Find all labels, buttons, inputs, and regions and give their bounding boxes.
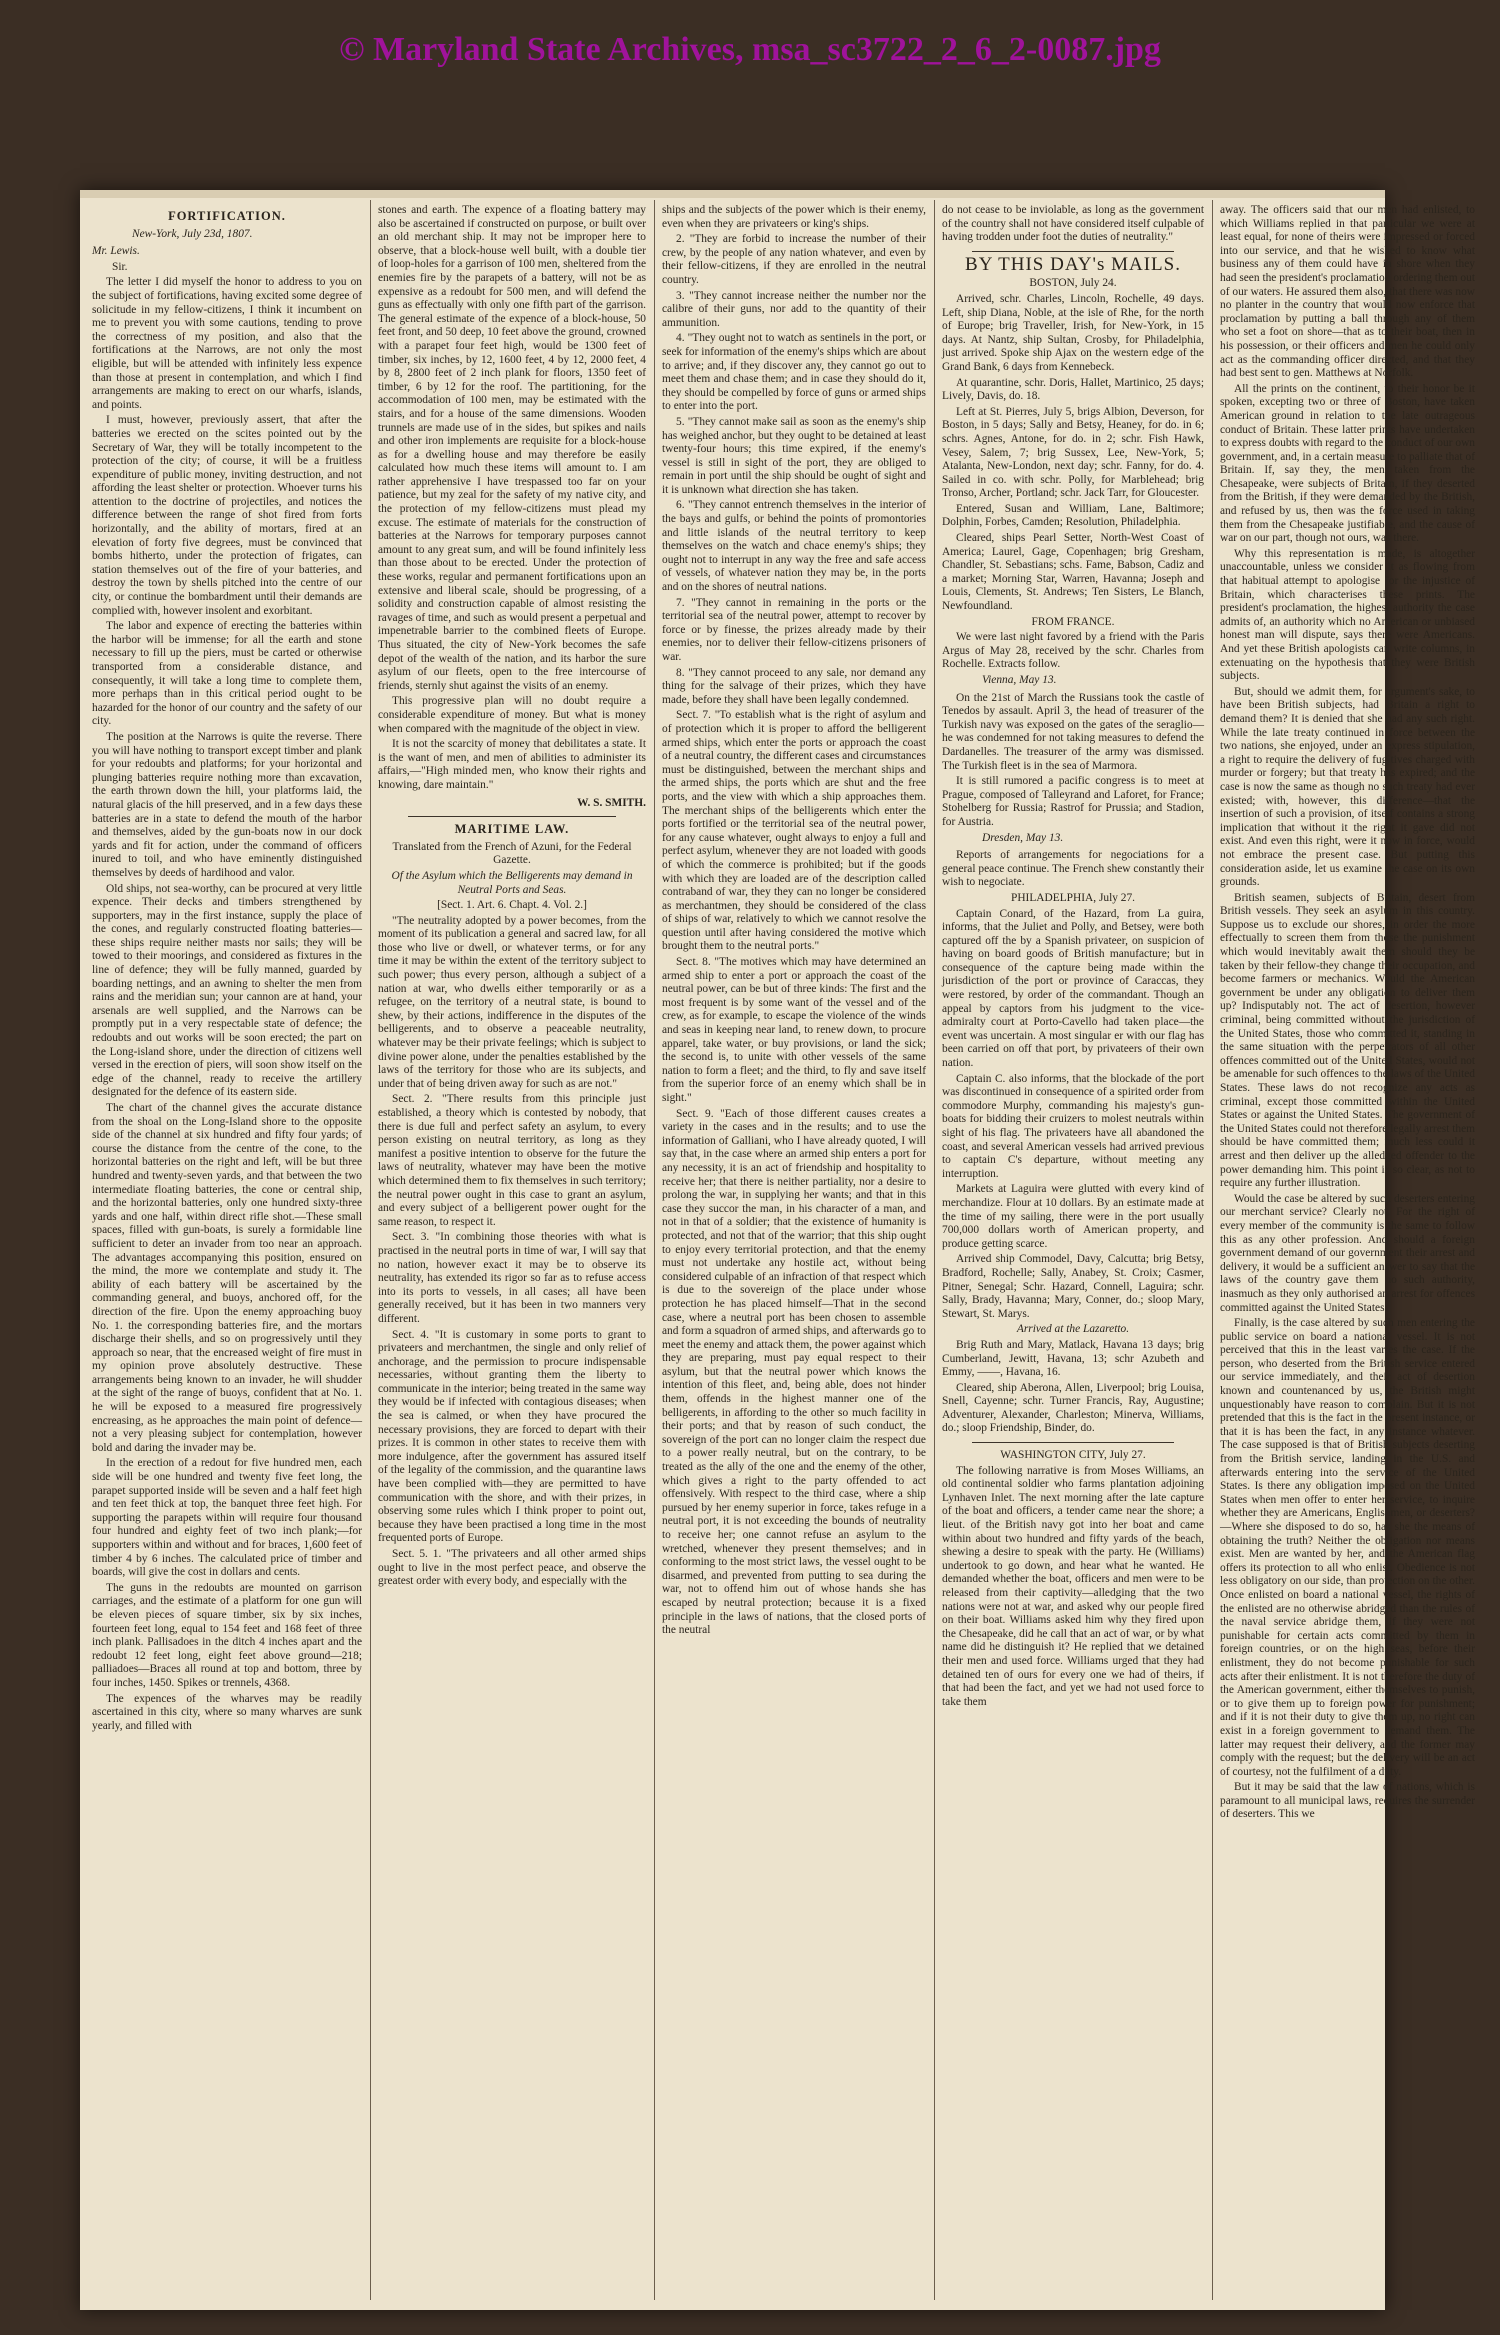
letter-dateline: New-York, July 23d, 1807. <box>132 227 253 240</box>
paragraph: Arrived ship Commodel, Davy, Calcutta; brig Betsy, Bradford, Rochelle; Sally, Anabey, St. Croix; Casmer, Pitner, Senegal; Schr. Hazard, Connell, Laguira; schr. Sally, Brady, Havanna; Mary, Conner, do.; sloop Mary, Stewart, St. Marys. <box>942 1253 1204 1320</box>
paragraph: Finally, is the case altered by such men entering the public service on board a national vessel. It is not perceived that this in the least varies the case. If the person, who deserted from the British service entered our service immediately, and their act of desertion known and countenanced by us, the British might unquestionably have reason to complain. But it is not pretended that this is the fact in the present instance, or that it is has been the fact, in any instance whatever. The case supposed is that of British subjects deserting from the British service, landing in the U.S. and afterwards entering into the service of the United States. Is there any obligation imposed on the United States when men offer to enter her service, to inquire whether they are Americans, Englishmen, or deserters?—Where she disposed to do so, has she the means of obtaining the truth? Neither the obligation nor means exist. Men are wanted by her, and the American flag offers its protection to all who enlist. Obedience is not less obligatory on our side, than protection on the other. Once enlisted on board a national vessel, the rights of the enlisted are no otherwise abridged than the rules of the naval service abridge them, if they were not punishable for certain acts committed by them in foreign countries, or on the high seas, before their enlistment, they do not become punishable for such acts after their enlistment. It is not therefore the duty of the American government, either themselves to punish, or to give them up to foreign power for punishment; and if it is not their duty to give them up, no right can exist in a foreign government to demand them. The latter may request their delivery, and the former may comply with the request; but the delivery will be an act of courtesy, not the fulfilment of a duty. <box>1220 1317 1475 1778</box>
boston-heading: BOSTON, July 24. <box>1029 277 1117 290</box>
paragraph: 5. "They cannot make sail as soon as the enemy's ship has weighed anchor, but they ought to be detained at least twenty-four hours; this time expired, if the enemy's vessel is still in sight of the port, they are obliged to remain in port until the ship should be ought of sight and it is unknown what direction she has taken. <box>662 415 926 496</box>
philadelphia-heading: PHILADELPHIA, July 27. <box>1010 891 1136 904</box>
column-5 <box>1220 204 1475 2294</box>
paragraph: Why this representation is made, is altogether unaccountable, unless we consider it as flowing from that habitual attempt to apologise for the injustice of Britain, which characterises these prints. The president's proclamation, the highest authority the case admits of, an authority which no American or unbiased honest man will dispute, says there were Americans. And yet these British apologists can write columns, in extenuating on the hypothesis that they were British subjects. <box>1220 547 1475 683</box>
paragraph: "The neutrality adopted by a power becomes, from the moment of its publication a general and sacred law, for all those who live or dwell, or whatever terms, or for any time it may be within the extent of the territory subject to such power; thus every person, although a subject of a nation at war, who dwells either temporarily or as a refugee, on the territory of a neutral state, is bound to shew, by their actions, indifference in the disputes of the belligerents, and to observe a peaceable neutrality, whatever may be their private feelings; which is subject to divine power alone, under the penalties established by the laws of the territory for those who are its subjects, and under that of being driven away for such as are not." <box>378 914 646 1090</box>
paragraph: stones and earth. The expence of a floating battery may also be ascertained if constructed on purpose, or built over an old merchant ship. It may not be improper here to observe, that a block-house well built, with a double tier of loop-holes for a garrison of 100 men, sheltered from the enemies fire by the parapets of a battery, will not be as expensive as a redoubt for 500 men, and will defend the guns as effectually with only one fifth part of the garrison. The general estimate of the expence of a block-house, 50 feet front, and 50 deep, 10 feet above the ground, crowned with a parapet four feet high, would be 1300 feet of timber, six inches, by 12, 1600 feet, 4 by 12, 2000 feet, 4 by 8, 2800 feet of 2 inch plank for floors, 1350 feet of timber, 6 by 12 for the roof. The partitioning, for the accommodation of 100 men, may be estimated with the stairs, and for a house of the same dimensions. Wooden trunnels are made use of in the sides, but spikes and nails and other iron implements are requisite for a block-house as for a dwelling house and may therefore be easily calculated how much these items will amount to. I am rather apprehensive I have trespassed too far on your patience, but my zeal for the safety of my native city, and the protection of my fellow-citizens must plead my excuse. The estimate of materials for the construction of batteries at the Narrows for temporary purposes cannot amount to any great sum, and will be found infinitely less than those about to be erected. Under the protection of these works, regular and permanent fortifications upon an extensive and liberal scale, should be progressing, of a solidity and construction capable of almost resisting the ravages of time, and such as would present a perpetual and impenetrable barrier to the combined fleets of Europe. Thus situated, the city of New-York becomes the safe depot of the wealth of the nation, and its harbor the sure asylum of our fleets, open to the free intercourse of friends, sternly shut against the visits of an enemy. <box>378 204 646 692</box>
paragraph: Markets at Laguira were glutted with every kind of merchandize. Flour at 10 dollars. By an estimate made at the time of my sailing, there were in the port usually 700,000 dollars worth of American property, and produce getting scarce. <box>942 1183 1204 1250</box>
divider <box>408 816 616 817</box>
paragraph: Sect. 5. 1. "The privateers and all other armed ships ought to live in the most perfect peace, and observe the greatest order with every body, and especially with the <box>378 1548 646 1588</box>
paragraph: Sect. 3. "In combining those theories with what is practised in the neutral ports in time of war, I will say that no nation, however exact it may be to observe its neutrality, has extended its rigor so far as to refuse access into its ports to vessels, in all cases; all have been generally received, but it has been in two manners very different. <box>378 1231 646 1325</box>
maritime-law-heading: MARITIME LAW. <box>454 822 570 837</box>
paragraph: British seamen, subjects of Britain, desert from British vessels. They seek an asylum in this country. Suppose us to exclude our shores, in order the more effectually to screen them from those the punishment which would inevitably await them should they be taken by their fellow-they change their occupation, and become farmers or mechanics. Would the American government be under any obligation to deliver them up? Indisputably not. The act of desertion, however criminal, being committed without the jurisdiction of the United States, those who committed it, standing in the same situation with the perpetrators of all other offences committed out of the United States, would not be amenable for such offences to the laws of the United States. These laws do not recognize any acts as criminal, except those committed within the United States or against the United States. The government of the United States could not therefore legally arrest them should be have committed them; much less could it arrest and then deliver up the alledged offender to the power demanding him. This point is so clear, as not to require any further illustration. <box>1220 891 1475 1190</box>
paragraph: This progressive plan will no doubt require a considerable expenditure of money. But what is money when compared with the magnitude of the object in view. <box>378 695 646 735</box>
paragraph: 6. "They cannot entrench themselves in the interior of the bays and gulfs, or behind the points of promontories and little islands of the neutral territory to keep themselves on the watch and chace enemy's ships; they ought not to interrupt in any way the free and safe access of vessels, of whatever nation they may be, in the ports and on the shores of neutral nations. <box>662 499 926 594</box>
column-rule <box>1212 200 1213 2300</box>
paragraph: do not cease to be inviolable, as long as the government of the country shall not have considered itself culpable of having trodden under foot the duties of neutrality." <box>942 204 1204 244</box>
divider <box>972 1442 1174 1443</box>
mails-heading: BY THIS DAY's MAILS. <box>965 253 1181 275</box>
dresden-dateline: Dresden, May 13. <box>982 831 1064 844</box>
washington-heading: WASHINGTON CITY, July 27. <box>1000 1449 1146 1462</box>
paragraph: Reports of arrangements for negociations for a general peace continue. The French shew constantly their wish to negociate. <box>942 849 1204 889</box>
paragraph: Brig Ruth and Mary, Matlack, Havana 13 days; brig Cumberland, Jewitt, Havana, 13; schr Azubeth and Emmy, ——, Havana, 16. <box>942 1338 1204 1379</box>
paragraph: Arrived, schr. Charles, Lincoln, Rochelle, 49 days. Left, ship Diana, Noble, at the isle of Rhe, for the north of Europe; brig Traveller, Irish, for New-York, in 15 days. At Nantz, ship Sultan, Crosby, for Philadelphia, just arrived. Spoke ship Ajax on the western edge of the Grand Bank, 6 days from Kennebeck. <box>942 292 1204 373</box>
paragraph: At quarantine, schr. Doris, Hallet, Martinico, 25 days; Lively, Davis, do. 18. <box>942 376 1204 403</box>
col1-body <box>92 276 362 1733</box>
article-title: Of the Asylum which the Belligerents may demand in Neutral Ports and Seas. <box>391 869 633 896</box>
column-4 <box>942 204 1204 2294</box>
paragraph: Sect. 9. "Each of those different causes creates a variety in the cases and in the results; and to use the information of Galliani, who I have already quoted, I will say that, in the case where an armed ship enters a port for any necessity, it is an act of friendship and hospitality to receive her; that there is neither partiality, nor a desire to prolong the war, in supplying her wants; and that in this case they succor the man, in his character of a man, and not in that of a soldier; that the existence of humanity is protected, and not that of the warrior; that this ship ought to enjoy every territorial protection, and that the enemy must not undertake any hostile act, without being considered culpable of an infraction of that respect which is due to the sovereign of the place under whose protection he has placed himself—That in the second case, where a neutral port has been chosen to assemble and form a squadron of armed ships, and afterwards go to meet the enemy and attack them, the power against which they are preparing, must pay equal respect to their asylum, but that the neutral power which knows the intention of this fleet, and, being able, does not hinder them, offends in the highest manner one of the belligerents, in affording to the other so much facility in their ports; and that by reason of such conduct, the sovereign of the port can no longer claim the respect due to a power really neutral, but on the contrary, to be treated as the ally of the one and the enemy of the other, which gives a right to the party offended to act offensively. With respect to the third case, where a ship pursued by her enemy superior in force, takes refuge in a neutral port, it is not exceeding the bounds of neutrality to receive her; one cannot refuse an asylum to the wretched, whenever they present themselves; and in conforming to the most strict laws, the vessel ought to be disarmed, and prevented from putting to sea during the war, not to offend him out of whose hands she has escaped by neutral protection; because it is a fixed principle in the laws of nations, that the closed ports of the neutral <box>662 1107 926 1637</box>
paragraph: Sect. 7. "To establish what is the right of asylum and of protection which it is proper to afford the belligerent armed ships, which enter the ports or approach the coast of a neutral country, the different cases and circumstances must be distinguished, between the merchant ships and the armed ships, the ports which are shut and the free ports, and the view with which a ship approaches them. The merchant ships of the belligerents which enter the ports fortified or the territorial sea of the neutral power, for any cause whatever, ought always to enjoy a full and perfect asylum, whenever they are not loaded with goods of which the commerce is prohibited; but if the goods with which they are loaded are of the description called contraband of war, they they can no longer be considered as merchantmen, they should be considered of the class of ships of war, relatively to which we cannot resolve the question until after having considered the motive which brought them to the neutral ports." <box>662 709 926 953</box>
paragraph: Sect. 8. "The motives which may have determined an armed ship to enter a port or approach the coast of the neutral power, can be but of three kinds: The first and the most frequent is by some want of the vessel and of the crew, as for example, to escape the violence of the winds and seas in keeping near land, to renew down, to procure apparel, take water, or buy provisions, or land the sick; the second is, to unite with other vessels of the same nation to form a fleet; and the third, to fly and save itself from the superior force of an enemy which shall be in sight." <box>662 956 926 1104</box>
paragraph: away. The officers said that our men had enlisted, to which Williams replied in that particular we were at least equal, for none of theirs were impressed or forced into our service, and that he wished to know what business any of them could have in shore when they had seen the president's proclamation ordering them out of our waters. He assured them also, that there was now no planter in the country that would now enforce that proclamation by putting a ball through any of them who set a foot on shore—that as to their boat, then in his possession, or their officers and men he could only act as the commanding officer directed, and that they had best sent to gen. Matthews at Norfolk. <box>1220 204 1475 380</box>
paragraph: But it may be said that the law of nations, which is paramount to all municipal laws, requires the surrender of deserters. This we <box>1220 1781 1475 1821</box>
vienna-dateline: Vienna, May 13. <box>982 674 1057 686</box>
column-rule <box>654 200 655 2300</box>
lazaretto-heading: Arrived at the Lazaretto. <box>1016 1323 1130 1336</box>
paragraph: The position at the Narrows is quite the reverse. There you will have nothing to transport except timber and plank for your redoubts and platforms; for your horizontal and plunging batteries require nothing more than excavation, the earth thrown down the hill, your platforms laid, the natural glacis of the hill preserved, and in a few days these batteries are in a state to defend the mouth of the harbor and themselves, aided by the gun-boats now in our dock yards and fit for action, under the command of officers inured to toil, and who have eminently distinguished themselves by deeds of hardihood and valor. <box>92 730 362 879</box>
paragraph: 2. "They are forbid to increase the number of their crew, by the people of any nation whatever, and even by their fellow-citizens, if they are enrolled in the neutral country. <box>662 233 926 286</box>
section-reference: [Sect. 1. Art. 6. Chapt. 4. Vol. 2.] <box>437 899 587 912</box>
paragraph: Would the case be altered by such deserters entering our merchant service? Clearly not. For the right of every member of the community is the same to follow this as any other profession. And should a foreign government demand of our government their arrest and delivery, it would be a sufficient answer to say that the laws of the country gave them no such authority, inasmuch as they only authorised an arrest for offences committed against the United States. <box>1220 1192 1475 1314</box>
translation-note: Translated from the French of Azuni, for the Federal Gazette. <box>392 840 632 867</box>
watermark-text: © Maryland State Archives, msa_sc3722_2_6_2-0087.jpg <box>339 31 1161 68</box>
paragraph: We were last night favored by a friend with the Paris Argus of May 28, received by the schr. Charles from Rochelle. Extracts follow. <box>942 631 1204 671</box>
paragraph: The labor and expence of erecting the batteries within the harbor will be immense; for all the earth and stone necessary to fill up the piers, must be carted or otherwise transported from a considerable distance, and consequently, it will take a long time to complete them, more perhaps than in this critical period ought to be hazarded for the honor of our country and the safety of our city. <box>92 620 362 728</box>
paragraph: On the 21st of March the Russians took the castle of Tenedos by assault. April 3, the head of treasurer of the Turkish navy was exposed on the gates of the seraglio—he was condemned for not taking measures to defend the Dardanelles. The treasurer of the army was dismissed. The Turkish fleet is in the sea of Marmora. <box>942 691 1204 772</box>
paragraph: ships and the subjects of the power which is their enemy, even when they are privateers or king's ships. <box>662 204 926 230</box>
column-rule <box>934 200 935 2300</box>
paragraph: The chart of the channel gives the accurate distance from the shoal on the Long-Island shore to the opposite side of the channel at six hundred and fifty four yards; of course the distance from the centre of the cone, to the horizontal batteries on the right and left, will be but three hundred and twenty-seven yards, and that between the two intermediate floating batteries, the cone or central ship, and the horizontal batteries, only one hundred sixty-three yards and one half, within direct rifle shot.—These small spaces, filled with gun-boats, is surely a formidable line sufficient to deter an invader from too near an approach. The advantages accompanying this position, ensured on the mind, the more we contemplate and study it. The ability of each battery will be ascertained by the commanding general, and buoys, anchored off, for the direction of the fire. Upon the enemy approaching buoy No. 1. the corresponding batteries fire, and the mortars discharge their shells, and so on progressively until they approach so near, that the encreased weight of fire must in my opinion prove absolutely destructive. These arrangements being known to an invader, he will shudder at the sight of the range of buoys, confident that at No. 1. he will be exposed to a measured fire progressively encreasing, as he approaches the main point of defence—not a very pleasing subject for contemplation, however bold and daring the invader may be. <box>92 1102 362 1454</box>
from-france-heading: FROM FRANCE. <box>1031 615 1115 628</box>
paragraph: The guns in the redoubts are mounted on garrison carriages, and the estimate of a platform for one gun will be eleven pieces of square timber, six by six inches, fourteen feet long, equal to 154 feet and 168 feet of three inch plank. Pallisadoes in the ditch 4 inches apart and the redoubt 12 feet long, eight feet above ground—218; palliadoes—Braces all round at top and bottom, three by four inches, 1450. Spikes or trennels, 4368. <box>92 1581 362 1689</box>
paragraph: 3. "They cannot increase neither the number nor the calibre of their guns, nor add to the quantity of their ammunition. <box>662 289 926 329</box>
paragraph: The expences of the wharves may be readily ascertained in this city, where so many wharves are sunk yearly, and filled with <box>92 1692 362 1732</box>
divider <box>972 251 1174 252</box>
paragraph: The letter I did myself the honor to address to you on the subject of fortifications, having excited some degree of solicitude in my fellow-citizens, I think it incumbent on me to prevent you with some cautions, tending to prove the correctness of my position, and also that the fortifications at the Narrows, are not only the most eligible, but will be attended with infinitely less expence than those at present in contemplation, and which I find arrangements are making to erect on our wharfs, islands, and points. <box>92 276 362 411</box>
letter-sir: Sir. <box>112 260 128 273</box>
paragraph: Sect. 4. "It is customary in some ports to grant to privateers and merchantmen, the single and only relief of anchorage, and the permission to procure indispensable necessaries, without granting them the liberty to communicate in the interior; being treated in the same way they would be if infected with contagious diseases; when the sea is calmed, or when they have procured the necessary provisions, they are forced to depart with their prizes. It is common in other states to receive them with more indulgence, after the government has assured itself of the legality of the commission, and the quarantine laws have been complied with—they are permitted to have communication with the shore, and with their prizes, in observing some rules which I think proper to point out, because they have been practised a long time in the most frequented ports of Europe. <box>378 1328 646 1545</box>
page-top-edge <box>80 190 1385 198</box>
archive-watermark <box>0 0 1500 100</box>
paragraph: Entered, Susan and William, Lane, Baltimore; Dolphin, Forbes, Camden; Resolution, Philadelphia. <box>942 502 1204 529</box>
paragraph: In the erection of a redout for five hundred men, each side will be one hundred and twenty five feet long, the parapet supported inside will be seven and a half feet high and ten feet thick at top, the banquet three feet high. For supporting the parapets within will require four thousand four hundred and eighty feet of two inch plank;—for supporters within and without and for braces, 1,600 feet of timber 4 by 6 inches. The calculated price of timber and boards, will give the cost in dollars and cents. <box>92 1457 362 1579</box>
column-3 <box>662 204 926 2294</box>
column-rule <box>370 200 371 2300</box>
paragraph: I must, however, previously assert, that after the batteries we erected on the scites pointed out by the Secretary of War, they will be totally incompetent to the protection of the city; of course, it will be a fruitless expenditure of public money, inviting destruction, and not affording the least shelter or protection. Whoever turns his attention to the doctrine of projectiles, and notices the difference between the range of shot fired from forts horizontally, and the ability of mortars, fired at an elevation of forty five degrees, must be convinced that bombs hitherto, under the protection of frigates, can station themselves out of the fire of your batteries, and destroy the town by shells pitched into the centre of our city, or continue the bombardment until their demands are complied with, however insolent and exorbitant. <box>92 414 362 617</box>
column-1 <box>92 204 362 2294</box>
paragraph: It is not the scarcity of money that debilitates a state. It is the want of men, and men of abilities to administer its affairs,—"High minded men, who know their rights and knowing, dare maintain." <box>378 738 646 791</box>
fortification-heading: FORTIFICATION. <box>168 209 286 223</box>
paragraph: Old ships, not sea-worthy, can be procured at very little expence. Their decks and timbers strengthened by supporters, may in the first instance, supply the place of the cones, and regularly constructed floating batteries—these ships require neither masts nor sails; they will be towed to their moorings, and considered as fixtures in the line of defence; they will be fully manned, guarded by boarding nettings, and an awning to shelter the men from rains and the meridian sun; your cannon are at hand, your arsenals are well supplied, and the Narrows can be promptly put in a very respectable state of defence; the redoubts and out works will be soon erected; the part on the Long-island shore, under the direction of citizens well versed in the erection of piers, will soon show itself on the edge of the channel, ready to receive the artillery designated for the defence of its eastern side. <box>92 882 362 1099</box>
paragraph: The following narrative is from Moses Williams, an old continental soldier who farms plantation adjoining Lynhaven Inlet. The next morning after the late capture of the boat and officers, a tender came near the shore; a lieut. of the British navy got into her boat and came within about two hundred and fifty yards of the beach, shewing a desire to speak with the party. He (Williams) undertook to go down, and hear what he wanted. He demanded whether the boat, officers and men were to be released from their captivity—alledging that the two nations were not at war, and asked why our people fired on their boat. Williams asked him why they fired upon the Chesapeake, did he call that an act of war, or by what name did he distinguish it? He replied that we detained their men and used force. Williams urged that they had detained ten of ours for every one we had of theirs, if that had been the fact, and yet we had not used force to take them <box>942 1464 1204 1708</box>
letter-salutation: Mr. Lewis. <box>92 245 140 258</box>
paragraph: Cleared, ships Pearl Setter, North-West Coast of America; Laurel, Gage, Copenhagen; brig Gresham, Chandler, St. Sebastians; schs. Fame, Babson, Cadiz and a market; Morning Star, Warren, Havanna; Joseph and Louis, Clements, St. Andrews; Ten Sisters, Le Blanch, Newfoundland. <box>942 532 1204 613</box>
paragraph: It is still rumored a pacific congress is to meet at Prague, composed of Talleyrand and Laforet, for France; Stohelberg for Russia; Rastrof for Prussia; and Stadion, for Austria. <box>942 775 1204 828</box>
paragraph: Captain Conard, of the Hazard, from La guira, informs, that the Juliet and Polly, and Betsey, were both captured off the by a Spanish privateer, on suspicion of having on board goods of British manufacture; but in consequence of the capture being made within the jurisdiction of the port or province of Caraccas, they were restored, by order of the commandant. Though an appeal by captors from his judgment to the vice-admiralty court at Porto-Cavello had taken place—the event was uncertain. A most singular er with our flag has been carried on off that port, by privateers of their own nation. <box>942 907 1204 1070</box>
newspaper-page <box>80 190 1475 2310</box>
paragraph: 8. "They cannot proceed to any sale, nor demand any thing for the salvage of their prizes, which they have made, before they shall have been legally condemned. <box>662 666 926 706</box>
paragraph: But, should we admit them, for argument's sake, to have been British subjects, had Britain a right to demand them? It is denied that she had any such right. While the late treaty continued in force between the two nations, she enjoyed, under an express stipulation, a right to require the delivery of fugitives charged with murder or forgery; but that treaty has expired; and the case is now the same as though no such treaty had ever existed; with, however, this difference—that the insertion of such a provision, of itself contains a strong implication that without it the right it gave did not exist. And even this right, were it now in force, would not embrace the present case. But putting this consideration aside, let us examine the case on its own grounds. <box>1220 685 1475 889</box>
paragraph: Cleared, ship Aberona, Allen, Liverpool; brig Louisa, Snell, Cayenne; schr. Turner Francis, Ray, Augustine; Adventurer, Alexander, Charleston; Minerva, Williams, do.; sloop Friendship, Binder, do. <box>942 1381 1204 1435</box>
paragraph: All the prints on the continent, to their honor be it spoken, excepting two or three of Boston, have taken American ground in relation to the late outrageous conduct of Britain. These latter prints have undertaken to express doubts with regard to the conduct of our own government, and, in a certain measure to palliate that of Britain. If, say they, the men taken from the Chesapeake, were subjects of Britain, if they deserted from the British, if they were demanded by the British, and refused by us, then was the force used in taking them from the Chesapeake justifiable, and the cause of war on our part, though not ours, was there. <box>1220 382 1475 545</box>
signature: W. S. SMITH. <box>577 796 646 809</box>
paragraph: Captain C. also informs, that the blockade of the port was discontinued in consequence of a spirited order from commodore Murphy, commanding his majesty's gun-boats for bidding their cruizers to molest neutrals within sight of his flag. The privateers have all abandoned the coast, and several American vessels had arrived previous to captain C's departure, without meeting any interruption. <box>942 1072 1204 1180</box>
column-2 <box>378 204 646 2294</box>
paragraph: 7. "They cannot in remaining in the ports or the territorial sea of the neutral power, attempt to recover by force or by finesse, the prizes already made by their enemies, nor to deliver their fellow-citizens prisoners of war. <box>662 596 926 663</box>
paragraph: Sect. 2. "There results from this principle just established, a theory which is contested by nobody, that there is due full and perfect safety an asylum, to every person existing on neutral territory, as long as they manifest a positive intention to observe for the future the laws of neutrality, whatever may have been the motive which determined them to fix themselves in such territory; the neutral power ought in this case to grant an asylum, and every subject of a belligerent power ought for the same reason, to respect it. <box>378 1093 646 1228</box>
paragraph: Left at St. Pierres, July 5, brigs Albion, Deverson, for Boston, in 5 days; Sally and Betsy, Heaney, for do. in 6; schrs. Agnes, Antone, for do. in 2; schr. Fish Hawk, Vesey, Salem, 7; brig Sussex, Lee, New-York, 5; Atalanta, New-London, next day; schr. Fanny, for do. 4. Sailed in co. with schr. Polly, for Marblehead; brig Tronso, Archer, Portland; schr. Jack Tarr, for Gloucester. <box>942 405 1204 500</box>
paragraph: 4. "They ought not to watch as sentinels in the port, or seek for information of the enemy's ships which are about to arrive; and, if they discover any, they cannot go out to meet them and chase them; and in case they should do it, they should be compelled by force of guns or armed ships to enter into the port. <box>662 332 926 413</box>
